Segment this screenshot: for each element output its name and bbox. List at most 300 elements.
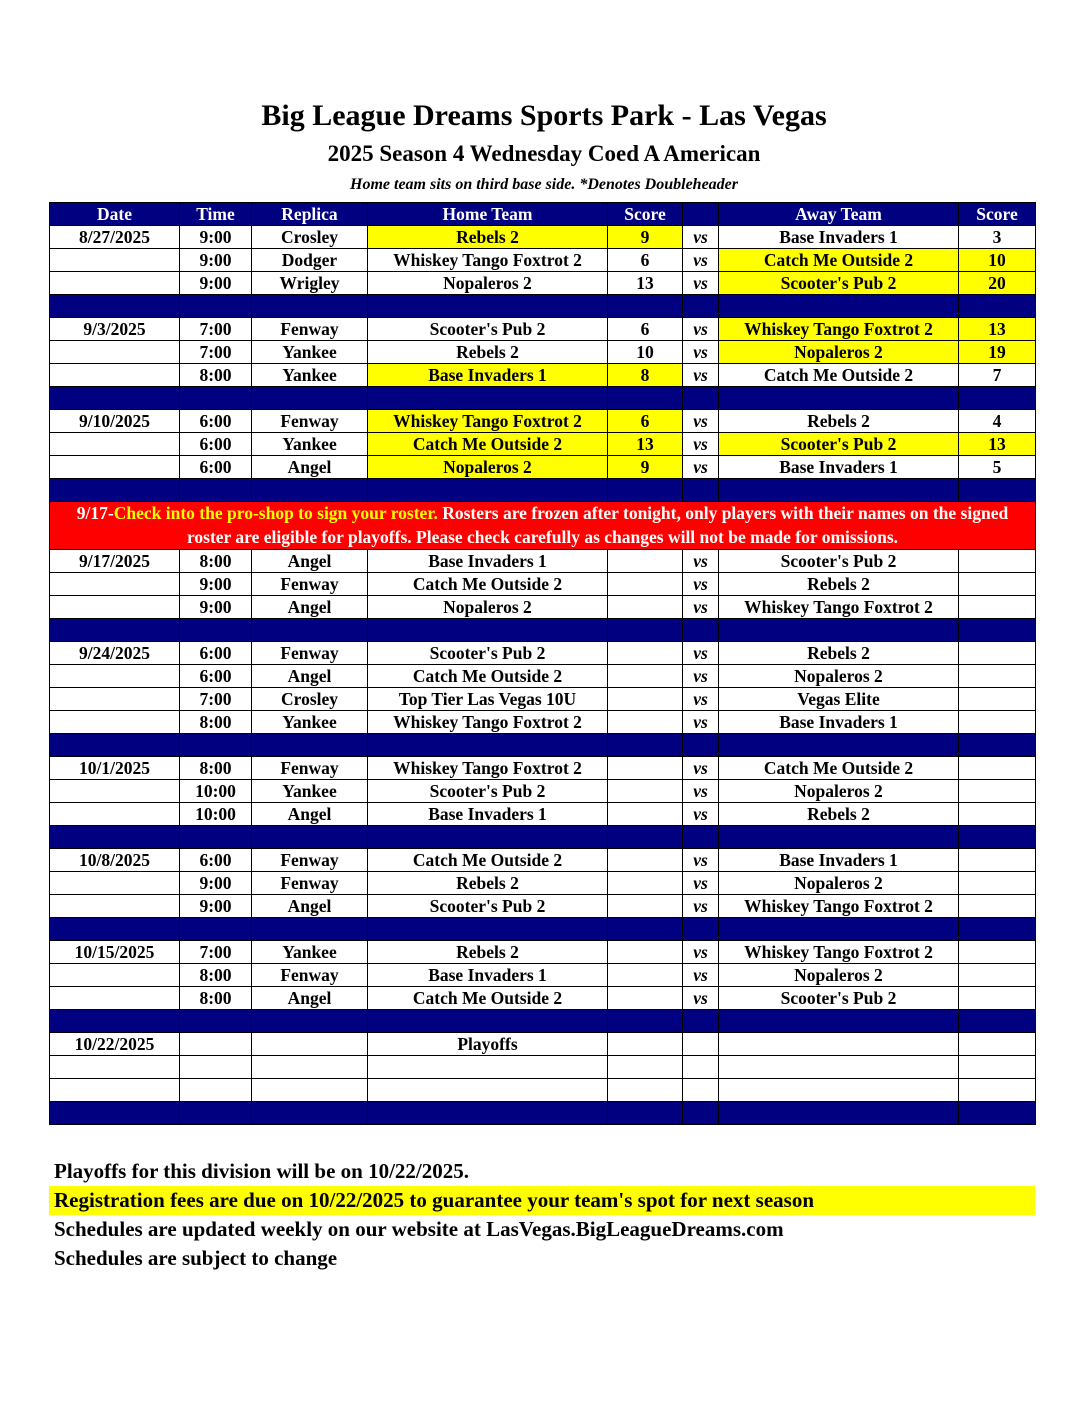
game-time: 6:00: [180, 849, 252, 872]
game-time: 7:00: [180, 318, 252, 341]
game-row: [50, 550, 1036, 573]
week-separator-row: [50, 295, 1036, 318]
home-team: Whiskey Tango Foxtrot 2: [368, 711, 608, 734]
schedule-body: [50, 226, 1036, 1125]
empty-cell: [50, 918, 180, 941]
home-team: Nopaleros 2: [368, 272, 608, 295]
away-team: Rebels 2: [719, 573, 959, 596]
empty-cell: [252, 1010, 368, 1033]
game-time: 8:00: [180, 987, 252, 1010]
away-score: [959, 550, 1036, 573]
game-date: [50, 456, 180, 479]
home-score: [608, 941, 683, 964]
game-date: [50, 711, 180, 734]
col-header-time: Time: [180, 203, 252, 226]
empty-cell: [50, 619, 180, 642]
game-time: 9:00: [180, 895, 252, 918]
field-replica: Angel: [252, 456, 368, 479]
game-row: [50, 987, 1036, 1010]
home-score: [608, 642, 683, 665]
empty-cell: [368, 734, 608, 757]
empty-cell: [50, 387, 180, 410]
away-score: [959, 941, 1036, 964]
away-team: Nopaleros 2: [719, 665, 959, 688]
home-score: 6: [608, 318, 683, 341]
empty-cell: [180, 918, 252, 941]
playoffs-note: Playoffs for this division will be on 10/22/2025.: [54, 1159, 469, 1183]
game-row: [50, 803, 1036, 826]
empty-cell: [50, 1079, 180, 1102]
away-team: Base Invaders 1: [719, 456, 959, 479]
empty-cell: [683, 918, 719, 941]
vs-label: vs: [683, 757, 719, 780]
empty-cell: [252, 295, 368, 318]
empty-cell: [959, 295, 1036, 318]
empty-cell: [252, 1102, 368, 1125]
empty-cell: [252, 1033, 368, 1056]
game-time: 6:00: [180, 433, 252, 456]
game-time: 6:00: [180, 410, 252, 433]
away-team: Rebels 2: [719, 410, 959, 433]
empty-cell: [180, 1079, 252, 1102]
away-score: [959, 987, 1036, 1010]
empty-cell: [180, 479, 252, 502]
game-time: 8:00: [180, 711, 252, 734]
home-team: Rebels 2: [368, 941, 608, 964]
empty-cell: [608, 387, 683, 410]
notice-text: Rosters are frozen after tonight, only players with their names on the signed roster are eligible for playoffs. Please check carefully as changes will not be made for omissions.: [186, 503, 1009, 547]
away-team: Scooter's Pub 2: [719, 550, 959, 573]
game-date: [50, 872, 180, 895]
vs-label: vs: [683, 665, 719, 688]
away-team: Catch Me Outside 2: [719, 249, 959, 272]
week-separator-row: [50, 826, 1036, 849]
home-team: Whiskey Tango Foxtrot 2: [368, 757, 608, 780]
empty-cell: [683, 734, 719, 757]
empty-cell: [683, 1056, 719, 1079]
away-score: [959, 872, 1036, 895]
away-team: Whiskey Tango Foxtrot 2: [719, 895, 959, 918]
home-team: Catch Me Outside 2: [368, 573, 608, 596]
vs-label: vs: [683, 987, 719, 1010]
game-row: [50, 318, 1036, 341]
away-team: Scooter's Pub 2: [719, 433, 959, 456]
vs-label: vs: [683, 364, 719, 387]
empty-cell: [252, 1079, 368, 1102]
field-replica: Fenway: [252, 849, 368, 872]
empty-cell: [959, 619, 1036, 642]
game-date: 9/3/2025: [50, 318, 180, 341]
home-team: Scooter's Pub 2: [368, 895, 608, 918]
field-replica: Angel: [252, 803, 368, 826]
away-score: [959, 642, 1036, 665]
home-score: [608, 596, 683, 619]
game-row: [50, 941, 1036, 964]
away-score: 13: [959, 433, 1036, 456]
game-date: 9/17/2025: [50, 550, 180, 573]
game-row: [50, 665, 1036, 688]
away-team: Catch Me Outside 2: [719, 757, 959, 780]
home-score: [608, 757, 683, 780]
game-date: [50, 688, 180, 711]
home-score: [608, 872, 683, 895]
game-time: 6:00: [180, 456, 252, 479]
away-score: [959, 964, 1036, 987]
empty-cell: [252, 479, 368, 502]
empty-cell: [50, 826, 180, 849]
home-team: Nopaleros 2: [368, 596, 608, 619]
empty-cell: [180, 1033, 252, 1056]
home-team: Base Invaders 1: [368, 550, 608, 573]
vs-label: vs: [683, 872, 719, 895]
page-subtitle: 2025 Season 4 Wednesday Coed A American: [327, 141, 761, 166]
notice-date: 9/17-: [76, 503, 114, 523]
field-replica: Yankee: [252, 364, 368, 387]
game-row: [50, 642, 1036, 665]
away-score: [959, 780, 1036, 803]
empty-cell: [683, 1010, 719, 1033]
empty-cell: [608, 1102, 683, 1125]
schedule-table: [49, 202, 1036, 1125]
empty-cell: [180, 619, 252, 642]
empty-cell: [959, 387, 1036, 410]
vs-label: vs: [683, 226, 719, 249]
vs-label: vs: [683, 410, 719, 433]
game-date: [50, 803, 180, 826]
col-header-home-score: Score: [608, 203, 683, 226]
away-score: [959, 895, 1036, 918]
game-date: [50, 433, 180, 456]
empty-cell: [959, 1010, 1036, 1033]
home-team: Catch Me Outside 2: [368, 433, 608, 456]
empty-cell: [608, 734, 683, 757]
empty-cell: [608, 619, 683, 642]
game-date: [50, 272, 180, 295]
home-score: 6: [608, 249, 683, 272]
empty-cell: [719, 1079, 959, 1102]
game-row: [50, 711, 1036, 734]
game-row: [50, 249, 1036, 272]
game-time: 7:00: [180, 941, 252, 964]
home-team: Base Invaders 1: [368, 364, 608, 387]
home-team: Scooter's Pub 2: [368, 780, 608, 803]
empty-cell: [683, 1102, 719, 1125]
col-header-date: Date: [50, 203, 180, 226]
game-date: [50, 341, 180, 364]
vs-label: vs: [683, 550, 719, 573]
home-team: Base Invaders 1: [368, 964, 608, 987]
empty-cell: [368, 826, 608, 849]
col-header-home-team: Home Team: [368, 203, 608, 226]
away-score: [959, 849, 1036, 872]
home-team: Catch Me Outside 2: [368, 665, 608, 688]
vs-label: vs: [683, 272, 719, 295]
home-team: Rebels 2: [368, 226, 608, 249]
away-score: [959, 573, 1036, 596]
empty-cell: [368, 1079, 608, 1102]
roster-notice-row: [50, 502, 1036, 550]
empty-cell: [719, 479, 959, 502]
empty-cell: [368, 1010, 608, 1033]
away-score: 13: [959, 318, 1036, 341]
field-replica: Fenway: [252, 757, 368, 780]
away-score: 3: [959, 226, 1036, 249]
vs-label: vs: [683, 895, 719, 918]
away-score: [959, 665, 1036, 688]
away-team: Whiskey Tango Foxtrot 2: [719, 596, 959, 619]
game-time: 9:00: [180, 596, 252, 619]
empty-cell: [608, 479, 683, 502]
field-replica: Fenway: [252, 318, 368, 341]
vs-label: vs: [683, 596, 719, 619]
away-score: 10: [959, 249, 1036, 272]
empty-cell: [180, 387, 252, 410]
field-replica: Yankee: [252, 780, 368, 803]
home-score: 8: [608, 364, 683, 387]
game-time: 10:00: [180, 803, 252, 826]
empty-cell: [368, 295, 608, 318]
home-team: Whiskey Tango Foxtrot 2: [368, 249, 608, 272]
home-score: [608, 987, 683, 1010]
vs-label: vs: [683, 249, 719, 272]
away-score: [959, 688, 1036, 711]
empty-cell: [50, 1056, 180, 1079]
empty-cell: [180, 1056, 252, 1079]
playoffs-row: [50, 1033, 1036, 1056]
home-score: [608, 688, 683, 711]
empty-cell: [252, 918, 368, 941]
away-team: Nopaleros 2: [719, 964, 959, 987]
empty-cell: [252, 826, 368, 849]
vs-label: vs: [683, 573, 719, 596]
vs-label: vs: [683, 456, 719, 479]
game-row: [50, 596, 1036, 619]
home-score: [608, 964, 683, 987]
field-replica: Yankee: [252, 341, 368, 364]
game-date: [50, 964, 180, 987]
week-separator-row: [50, 387, 1036, 410]
home-score: [608, 849, 683, 872]
game-row: [50, 895, 1036, 918]
vs-label: vs: [683, 780, 719, 803]
game-time: 6:00: [180, 642, 252, 665]
vs-label: vs: [683, 688, 719, 711]
empty-cell: [50, 734, 180, 757]
game-date: 10/8/2025: [50, 849, 180, 872]
game-date: 9/10/2025: [50, 410, 180, 433]
game-date: 9/24/2025: [50, 642, 180, 665]
week-separator-row: [50, 1102, 1036, 1125]
away-score: [959, 711, 1036, 734]
empty-cell: [368, 1056, 608, 1079]
empty-cell: [719, 1010, 959, 1033]
game-row: [50, 757, 1036, 780]
home-team: Rebels 2: [368, 872, 608, 895]
home-score: [608, 573, 683, 596]
empty-cell: [608, 295, 683, 318]
vs-label: vs: [683, 711, 719, 734]
field-replica: Angel: [252, 596, 368, 619]
col-header-away-team: Away Team: [719, 203, 959, 226]
empty-cell: [719, 1056, 959, 1079]
game-time: 9:00: [180, 249, 252, 272]
away-team: Base Invaders 1: [719, 849, 959, 872]
registration-note: Registration fees are due on 10/22/2025 to guarantee your team's spot for next season: [49, 1186, 1035, 1215]
away-team: Nopaleros 2: [719, 780, 959, 803]
vs-label: vs: [683, 318, 719, 341]
empty-cell: [683, 387, 719, 410]
home-score: 6: [608, 410, 683, 433]
empty-cell: [959, 1102, 1036, 1125]
empty-cell: [719, 734, 959, 757]
home-score: [608, 780, 683, 803]
game-row: [50, 456, 1036, 479]
empty-cell: [719, 619, 959, 642]
game-date: [50, 364, 180, 387]
vs-label: vs: [683, 964, 719, 987]
col-header-away-score: Score: [959, 203, 1036, 226]
field-replica: Fenway: [252, 410, 368, 433]
away-score: 19: [959, 341, 1036, 364]
empty-cell: [608, 918, 683, 941]
home-score: 13: [608, 433, 683, 456]
home-team: Catch Me Outside 2: [368, 987, 608, 1010]
week-separator-row: [50, 918, 1036, 941]
empty-cell: [368, 387, 608, 410]
empty-cell: [252, 1056, 368, 1079]
game-time: 8:00: [180, 364, 252, 387]
home-score: [608, 895, 683, 918]
empty-cell: [608, 1033, 683, 1056]
game-date: [50, 249, 180, 272]
field-replica: Yankee: [252, 711, 368, 734]
game-date: 10/15/2025: [50, 941, 180, 964]
away-team: Whiskey Tango Foxtrot 2: [719, 941, 959, 964]
empty-cell: [180, 1102, 252, 1125]
empty-cell: [683, 619, 719, 642]
away-score: [959, 757, 1036, 780]
game-row: [50, 272, 1036, 295]
empty-cell: [252, 619, 368, 642]
change-note: Schedules are subject to change: [54, 1246, 338, 1270]
home-team: Scooter's Pub 2: [368, 318, 608, 341]
empty-cell: [608, 826, 683, 849]
vs-label: vs: [683, 341, 719, 364]
away-team: Scooter's Pub 2: [719, 272, 959, 295]
field-replica: Angel: [252, 895, 368, 918]
field-replica: Dodger: [252, 249, 368, 272]
game-date: [50, 573, 180, 596]
game-time: 8:00: [180, 964, 252, 987]
game-row: [50, 364, 1036, 387]
away-team: Scooter's Pub 2: [719, 987, 959, 1010]
blank-row: [50, 1079, 1036, 1102]
game-date: [50, 895, 180, 918]
empty-cell: [180, 734, 252, 757]
game-row: [50, 226, 1036, 249]
empty-cell: [719, 1033, 959, 1056]
home-score: 9: [608, 226, 683, 249]
game-row: [50, 872, 1036, 895]
empty-cell: [683, 295, 719, 318]
empty-cell: [719, 387, 959, 410]
home-score: [608, 550, 683, 573]
home-score: [608, 711, 683, 734]
game-row: [50, 780, 1036, 803]
home-team: Whiskey Tango Foxtrot 2: [368, 410, 608, 433]
field-replica: Fenway: [252, 573, 368, 596]
game-row: [50, 433, 1036, 456]
vs-label: vs: [683, 642, 719, 665]
empty-cell: [368, 918, 608, 941]
playoffs-label: Playoffs: [368, 1033, 608, 1056]
empty-cell: [368, 479, 608, 502]
away-team: Catch Me Outside 2: [719, 364, 959, 387]
website-note: Schedules are updated weekly on our website at LasVegas.BigLeagueDreams.com: [54, 1217, 784, 1241]
game-time: 7:00: [180, 688, 252, 711]
empty-cell: [959, 1079, 1036, 1102]
away-score: 4: [959, 410, 1036, 433]
empty-cell: [719, 826, 959, 849]
game-time: 9:00: [180, 573, 252, 596]
game-row: [50, 410, 1036, 433]
game-row: [50, 341, 1036, 364]
empty-cell: [959, 1033, 1036, 1056]
home-team: Nopaleros 2: [368, 456, 608, 479]
notice-highlight: Check into the pro-shop to sign your roster.: [113, 503, 438, 523]
empty-cell: [50, 1010, 180, 1033]
field-replica: Fenway: [252, 872, 368, 895]
week-separator-row: [50, 479, 1036, 502]
game-date: [50, 780, 180, 803]
away-team: Rebels 2: [719, 642, 959, 665]
game-date: [50, 596, 180, 619]
away-score: 20: [959, 272, 1036, 295]
game-date: 10/1/2025: [50, 757, 180, 780]
away-team: Base Invaders 1: [719, 226, 959, 249]
game-date: 10/22/2025: [50, 1033, 180, 1056]
away-score: 7: [959, 364, 1036, 387]
empty-cell: [180, 295, 252, 318]
empty-cell: [50, 479, 180, 502]
field-replica: Angel: [252, 987, 368, 1010]
empty-cell: [719, 918, 959, 941]
empty-cell: [683, 1079, 719, 1102]
empty-cell: [252, 387, 368, 410]
field-replica: Angel: [252, 550, 368, 573]
empty-cell: [683, 826, 719, 849]
game-time: 8:00: [180, 550, 252, 573]
home-score: [608, 665, 683, 688]
away-team: Nopaleros 2: [719, 341, 959, 364]
game-date: [50, 665, 180, 688]
game-time: 7:00: [180, 341, 252, 364]
empty-cell: [683, 1033, 719, 1056]
home-score: 13: [608, 272, 683, 295]
game-row: [50, 688, 1036, 711]
empty-cell: [368, 1102, 608, 1125]
empty-cell: [959, 826, 1036, 849]
empty-cell: [368, 619, 608, 642]
col-header-vs: [683, 203, 719, 226]
game-row: [50, 964, 1036, 987]
field-replica: Crosley: [252, 226, 368, 249]
vs-label: vs: [683, 803, 719, 826]
empty-cell: [683, 479, 719, 502]
empty-cell: [50, 295, 180, 318]
col-header-replica: Replica: [252, 203, 368, 226]
empty-cell: [608, 1079, 683, 1102]
